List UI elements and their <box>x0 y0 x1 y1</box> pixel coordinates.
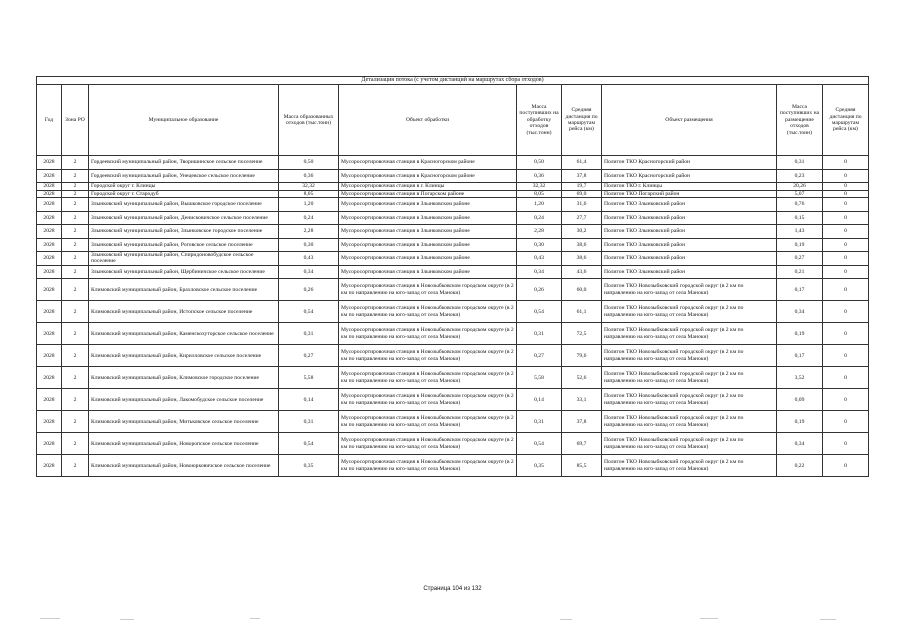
row-distance-placement: 0 <box>823 169 869 183</box>
row-zone: 2 <box>62 345 89 367</box>
row-processing-object: Мусоросортировочная станция в Новозыбковском городском округе (в 2 км по направлению на юго-запад от села Маноки) <box>339 323 517 345</box>
row-municipality: Климовский муниципальный район, Климовское городское поселение <box>89 367 279 389</box>
row-municipality: Злынковский муниципальный район, Злынковское городское поселение <box>89 225 279 239</box>
table-row <box>37 238 869 252</box>
row-year: 2028 <box>37 252 62 266</box>
row-mass-generated: 0,34 <box>279 265 339 279</box>
row-mass-processing: 0,54 <box>517 433 562 455</box>
row-mass-processing: 0,14 <box>517 389 562 411</box>
row-placement-object: Полигон ТКО Злынковский район <box>602 198 777 212</box>
row-year: 2028 <box>37 455 62 477</box>
row-mass-placement: 0,15 <box>777 211 823 225</box>
table-row <box>37 252 869 266</box>
row-zone: 2 <box>62 323 89 345</box>
row-mass-generated: 0,27 <box>279 345 339 367</box>
row-mass-generated: 0,35 <box>279 455 339 477</box>
row-zone: 2 <box>62 238 89 252</box>
row-mass-processing: 0,50 <box>517 156 562 170</box>
row-year: 2028 <box>37 367 62 389</box>
row-municipality: Климовский муниципальный район, Лакомобудское сельское поселение <box>89 389 279 411</box>
row-municipality: Климовский муниципальный район, Брахловское сельское поселение <box>89 279 279 301</box>
row-year: 2028 <box>37 198 62 212</box>
header-mass-processing: Масса поступивших на обработку отходов (тыс.тонн) <box>517 85 562 156</box>
row-year: 2028 <box>37 183 62 191</box>
row-placement-object: Полигон ТКО Новозыбковский городской округ (в 2 км по направлению на юго-запад от села Маноки) <box>602 345 777 367</box>
header-processing-object: Объект обработки <box>339 85 517 156</box>
table-row <box>37 198 869 212</box>
table-row <box>37 367 869 389</box>
table-row <box>37 301 869 323</box>
row-distance-processing: 19,7 <box>562 183 602 191</box>
row-placement-object: Полигон ТКО Новозыбковский городской округ (в 2 км по направлению на юго-запад от села Маноки) <box>602 301 777 323</box>
row-placement-object: Полигон ТКО Новозыбковский городской округ (в 2 км по направлению на юго-запад от села Маноки) <box>602 367 777 389</box>
row-mass-placement: 0,23 <box>777 169 823 183</box>
header-placement-object: Объект размещения <box>602 85 777 156</box>
row-distance-processing: 61,1 <box>562 301 602 323</box>
row-distance-processing: 79,6 <box>562 345 602 367</box>
row-year: 2028 <box>37 225 62 239</box>
row-mass-placement: 0,17 <box>777 345 823 367</box>
row-municipality: Климовский муниципальный район, Новоюрковичское сельское поселение <box>89 455 279 477</box>
row-placement-object: Полигон ТКО Новозыбковский городской округ (в 2 км по направлению на юго-запад от села Маноки) <box>602 279 777 301</box>
row-distance-processing: 72,5 <box>562 323 602 345</box>
row-municipality: Злынковский муниципальный район, Щербиничское сельское поселение <box>89 265 279 279</box>
row-distance-processing: 43,6 <box>562 265 602 279</box>
row-processing-object: Мусоросортировочная станция в г. Клинцы <box>339 183 517 191</box>
row-processing-object: Мусоросортировочная станция в Новозыбковском городском округе (в 2 км по направлению на юго-запад от села Маноки) <box>339 301 517 323</box>
row-mass-placement: 0,21 <box>777 265 823 279</box>
row-placement-object: Полигон ТКО Новозыбковский городской округ (в 2 км по направлению на юго-запад от села Маноки) <box>602 433 777 455</box>
row-year: 2028 <box>37 323 62 345</box>
row-mass-placement: 0,34 <box>777 433 823 455</box>
row-year: 2028 <box>37 411 62 433</box>
table-row <box>37 433 869 455</box>
row-mass-generated: 0,24 <box>279 211 339 225</box>
row-municipality: Климовский муниципальный район, Митьковское сельское поселение <box>89 411 279 433</box>
page-number: Страница 104 из 132 <box>423 586 482 592</box>
row-placement-object: Полигон ТКО Злынковский район <box>602 225 777 239</box>
row-distance-processing: 37,8 <box>562 169 602 183</box>
row-mass-placement: 0,09 <box>777 389 823 411</box>
header-mass-placement: Масса поступивших на размещение отходов (тыс.тонн) <box>777 85 823 156</box>
row-mass-placement: 3,52 <box>777 367 823 389</box>
row-zone: 2 <box>62 252 89 266</box>
table-row <box>37 156 869 170</box>
table-row <box>37 455 869 477</box>
header-distance-placement: Средняя дистанция по маршрутам рейса (км) <box>823 85 869 156</box>
row-distance-processing: 38,6 <box>562 238 602 252</box>
row-distance-processing: 27,7 <box>562 211 602 225</box>
flow-detail-table <box>36 76 869 477</box>
row-municipality: Климовский муниципальный район, Кирилловское сельское поселение <box>89 345 279 367</box>
row-mass-generated: 0,54 <box>279 433 339 455</box>
table-row <box>37 265 869 279</box>
table-row <box>37 169 869 183</box>
row-municipality: Злынковский муниципальный район, Роговское сельское поселение <box>89 238 279 252</box>
row-year: 2028 <box>37 211 62 225</box>
row-processing-object: Мусоросортировочная станция в Новозыбковском городском округе (в 2 км по направлению на юго-запад от села Маноки) <box>339 411 517 433</box>
row-processing-object: Мусоросортировочная станция в Погарском районе <box>339 190 517 198</box>
row-municipality: Городской округ г. Стародуб <box>89 190 279 198</box>
row-municipality: Гордеевский муниципальный район, Унецевское сельское поселение <box>89 169 279 183</box>
row-processing-object: Мусоросортировочная станция в Новозыбковском городском округе (в 2 км по направлению на юго-запад от села Маноки) <box>339 455 517 477</box>
row-mass-processing: 0,30 <box>517 238 562 252</box>
row-zone: 2 <box>62 198 89 212</box>
row-municipality: Злынковский муниципальный район, Вышковское городское поселение <box>89 198 279 212</box>
row-processing-object: Мусоросортировочная станция в Злынковском районе <box>339 252 517 266</box>
row-distance-processing: 69,0 <box>562 190 602 198</box>
table-row <box>37 225 869 239</box>
row-placement-object: Полигон ТКО Новозыбковский городской округ (в 2 км по направлению на юго-запад от села Маноки) <box>602 323 777 345</box>
row-distance-processing: 52,6 <box>562 367 602 389</box>
table-row <box>37 411 869 433</box>
row-mass-processing: 0,34 <box>517 265 562 279</box>
row-distance-placement: 0 <box>823 367 869 389</box>
row-year: 2028 <box>37 389 62 411</box>
table-row <box>37 211 869 225</box>
row-year: 2028 <box>37 279 62 301</box>
row-processing-object: Мусоросортировочная станция в Новозыбковском городском округе (в 2 км по направлению на юго-запад от села Маноки) <box>339 433 517 455</box>
row-year: 2028 <box>37 156 62 170</box>
row-mass-placement: 0,19 <box>777 411 823 433</box>
row-year: 2028 <box>37 265 62 279</box>
row-mass-generated: 0,31 <box>279 323 339 345</box>
row-mass-placement: 0,76 <box>777 198 823 212</box>
table-row <box>37 279 869 301</box>
row-distance-placement: 0 <box>823 433 869 455</box>
row-mass-generated: 0,36 <box>279 169 339 183</box>
table-title: Детализация потока (с учетом дистанций на маршрутах сбора отходов) <box>37 77 869 85</box>
row-distance-processing: 69,7 <box>562 433 602 455</box>
row-municipality: Злынковский муниципальный район, Спиридоновобудское сельское поселение <box>89 252 279 266</box>
row-mass-processing: 0,24 <box>517 211 562 225</box>
table-body <box>37 156 869 477</box>
scan-artifact <box>700 618 718 619</box>
row-zone: 2 <box>62 183 89 191</box>
row-municipality: Злынковский муниципальный район, Денисковичское сельское поселение <box>89 211 279 225</box>
table-row <box>37 183 869 191</box>
row-zone: 2 <box>62 169 89 183</box>
row-year: 2028 <box>37 433 62 455</box>
row-mass-processing: 0,43 <box>517 252 562 266</box>
row-mass-processing: 8,05 <box>517 190 562 198</box>
row-mass-generated: 5,58 <box>279 367 339 389</box>
row-mass-generated: 2,28 <box>279 225 339 239</box>
row-distance-processing: 31,6 <box>562 198 602 212</box>
row-mass-placement: 1,43 <box>777 225 823 239</box>
row-municipality: Гордеевский муниципальный район, Творишинское сельское поселение <box>89 156 279 170</box>
header-year: Год <box>37 85 62 156</box>
row-placement-object: Полигон ТКО Новозыбковский городской округ (в 2 км по направлению на юго-запад от села Маноки) <box>602 455 777 477</box>
table-row <box>37 190 869 198</box>
scan-artifact <box>560 619 572 620</box>
row-processing-object: Мусоросортировочная станция в Злынковском районе <box>339 198 517 212</box>
row-processing-object: Мусоросортировочная станция в Злынковском районе <box>339 265 517 279</box>
row-distance-placement: 0 <box>823 198 869 212</box>
row-mass-generated: 0,54 <box>279 301 339 323</box>
row-mass-processing: 32,32 <box>517 183 562 191</box>
row-mass-placement: 5,07 <box>777 190 823 198</box>
header-zone: Зона РО <box>62 85 89 156</box>
row-distance-placement: 0 <box>823 211 869 225</box>
row-placement-object: Полигон ТКО Злынковский район <box>602 211 777 225</box>
row-mass-processing: 0,27 <box>517 345 562 367</box>
table-row <box>37 389 869 411</box>
row-placement-object: Полигон ТКО Злынковский район <box>602 238 777 252</box>
row-distance-processing: 38,6 <box>562 252 602 266</box>
row-distance-placement: 0 <box>823 238 869 252</box>
row-distance-processing: 85,5 <box>562 455 602 477</box>
header-mass-generated: Масса образованных отходов (тыс.тонн) <box>279 85 339 156</box>
row-processing-object: Мусоросортировочная станция в Злынковском районе <box>339 211 517 225</box>
row-municipality: Климовский муниципальный район, Новоропское сельское поселение <box>89 433 279 455</box>
row-mass-placement: 0,19 <box>777 323 823 345</box>
row-distance-placement: 0 <box>823 156 869 170</box>
row-mass-placement: 0,34 <box>777 301 823 323</box>
row-distance-processing: 37,8 <box>562 411 602 433</box>
row-mass-processing: 0,36 <box>517 169 562 183</box>
row-distance-placement: 0 <box>823 183 869 191</box>
row-mass-placement: 0,19 <box>777 238 823 252</box>
row-distance-placement: 0 <box>823 252 869 266</box>
row-processing-object: Мусоросортировочная станция в Новозыбковском городском округе (в 2 км по направлению на юго-запад от села Маноки) <box>339 345 517 367</box>
row-year: 2028 <box>37 169 62 183</box>
row-zone: 2 <box>62 190 89 198</box>
row-zone: 2 <box>62 455 89 477</box>
row-zone: 2 <box>62 301 89 323</box>
row-year: 2028 <box>37 345 62 367</box>
row-distance-processing: 60,0 <box>562 279 602 301</box>
row-zone: 2 <box>62 156 89 170</box>
row-placement-object: Полигон ТКО г. Клинцы <box>602 183 777 191</box>
row-zone: 2 <box>62 211 89 225</box>
row-placement-object: Полигон ТКО Злынковский район <box>602 252 777 266</box>
row-zone: 2 <box>62 225 89 239</box>
row-placement-object: Полигон ТКО Злынковский район <box>602 265 777 279</box>
row-municipality: Климовский муниципальный район, Истопское сельское поселение <box>89 301 279 323</box>
row-distance-placement: 0 <box>823 389 869 411</box>
row-mass-generated: 0,14 <box>279 389 339 411</box>
row-distance-processing: 33,1 <box>562 389 602 411</box>
row-distance-placement: 0 <box>823 323 869 345</box>
row-distance-placement: 0 <box>823 411 869 433</box>
row-mass-placement: 0,22 <box>777 455 823 477</box>
table-row <box>37 323 869 345</box>
scan-artifact <box>250 618 260 619</box>
row-zone: 2 <box>62 367 89 389</box>
row-zone: 2 <box>62 433 89 455</box>
row-mass-processing: 1,20 <box>517 198 562 212</box>
row-mass-processing: 0,54 <box>517 301 562 323</box>
row-processing-object: Мусоросортировочная станция в Красногорском районе <box>339 156 517 170</box>
row-distance-placement: 0 <box>823 345 869 367</box>
row-placement-object: Полигон ТКО Красногорский район <box>602 156 777 170</box>
row-zone: 2 <box>62 411 89 433</box>
row-mass-placement: 0,17 <box>777 279 823 301</box>
row-mass-generated: 0,26 <box>279 279 339 301</box>
row-processing-object: Мусоросортировочная станция в Красногорском районе <box>339 169 517 183</box>
row-distance-placement: 0 <box>823 265 869 279</box>
row-placement-object: Полигон ТКО Погарский район <box>602 190 777 198</box>
row-mass-generated: 0,31 <box>279 411 339 433</box>
row-mass-processing: 0,31 <box>517 323 562 345</box>
row-mass-placement: 20,26 <box>777 183 823 191</box>
row-distance-processing: 61,4 <box>562 156 602 170</box>
row-mass-processing: 5,58 <box>517 367 562 389</box>
row-distance-placement: 0 <box>823 301 869 323</box>
row-mass-placement: 0,27 <box>777 252 823 266</box>
row-zone: 2 <box>62 279 89 301</box>
row-distance-placement: 0 <box>823 279 869 301</box>
scan-artifact <box>820 619 836 620</box>
row-processing-object: Мусоросортировочная станция в Новозыбковском городском округе (в 2 км по направлению на юго-запад от села Маноки) <box>339 389 517 411</box>
row-distance-processing: 30,2 <box>562 225 602 239</box>
row-mass-processing: 2,28 <box>517 225 562 239</box>
row-year: 2028 <box>37 301 62 323</box>
row-zone: 2 <box>62 265 89 279</box>
row-zone: 2 <box>62 389 89 411</box>
row-distance-placement: 0 <box>823 455 869 477</box>
header-distance-processing: Средняя дистанция по маршрутам рейса (км) <box>562 85 602 156</box>
row-distance-placement: 0 <box>823 190 869 198</box>
row-mass-generated: 1,20 <box>279 198 339 212</box>
row-mass-processing: 0,26 <box>517 279 562 301</box>
row-placement-object: Полигон ТКО Новозыбковский городской округ (в 2 км по направлению на юго-запад от села Маноки) <box>602 411 777 433</box>
row-processing-object: Мусоросортировочная станция в Новозыбковском городском округе (в 2 км по направлению на юго-запад от села Маноки) <box>339 367 517 389</box>
row-mass-generated: 32,32 <box>279 183 339 191</box>
header-municipality: Муниципальное образование <box>89 85 279 156</box>
row-placement-object: Полигон ТКО Новозыбковский городской округ (в 2 км по направлению на юго-запад от села Маноки) <box>602 389 777 411</box>
scan-artifact <box>40 618 60 619</box>
row-mass-processing: 0,31 <box>517 411 562 433</box>
row-year: 2028 <box>37 190 62 198</box>
row-distance-placement: 0 <box>823 225 869 239</box>
row-mass-processing: 0,35 <box>517 455 562 477</box>
row-mass-generated: 8,05 <box>279 190 339 198</box>
row-mass-generated: 0,50 <box>279 156 339 170</box>
row-municipality: Климовский муниципальный район, Каменскохуторское сельское поселение <box>89 323 279 345</box>
row-mass-placement: 0,31 <box>777 156 823 170</box>
row-municipality: Городской округ г. Клинцы <box>89 183 279 191</box>
scan-artifact <box>120 619 134 620</box>
row-placement-object: Полигон ТКО Красногорский район <box>602 169 777 183</box>
row-mass-generated: 0,43 <box>279 252 339 266</box>
row-processing-object: Мусоросортировочная станция в Новозыбковском городском округе (в 2 км по направлению на юго-запад от села Маноки) <box>339 279 517 301</box>
row-processing-object: Мусоросортировочная станция в Злынковском районе <box>339 238 517 252</box>
row-year: 2028 <box>37 238 62 252</box>
document-sheet <box>36 76 868 477</box>
row-processing-object: Мусоросортировочная станция в Злынковском районе <box>339 225 517 239</box>
table-row <box>37 345 869 367</box>
row-mass-generated: 0,30 <box>279 238 339 252</box>
